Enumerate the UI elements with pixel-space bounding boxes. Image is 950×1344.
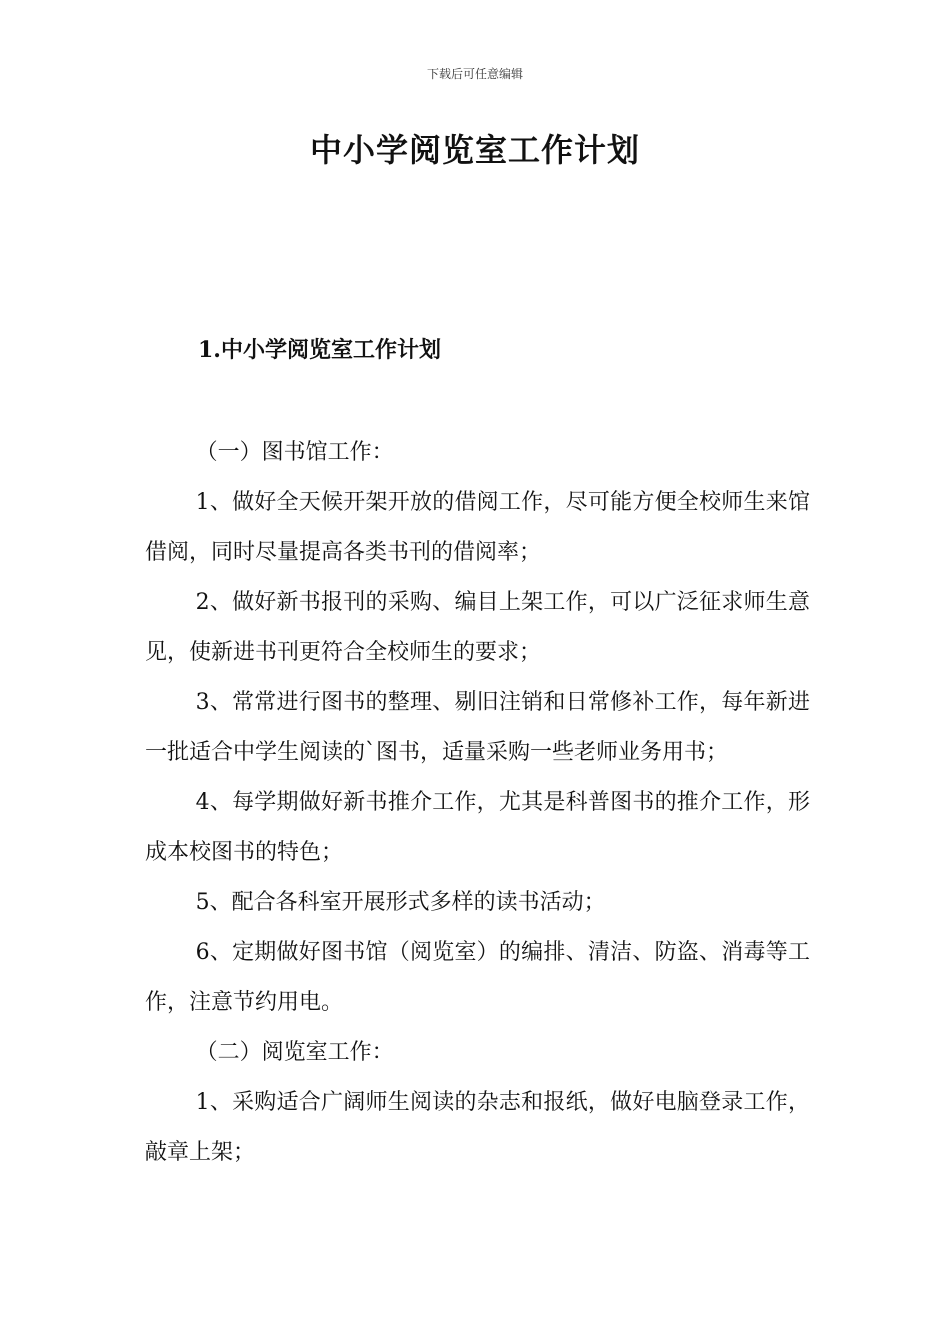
- document-title: 中小学阅览室工作计划: [309, 131, 640, 169]
- paragraph: 2、做好新书报刊的采购、编目上架工作，可以广泛征求师生意见，使新进书刊更符合全校师生的要求；: [145, 590, 810, 665]
- subsection-heading-reading-room: （二）阅览室工作：: [195, 1040, 394, 1065]
- paragraph: 4、每学期做好新书推介工作，尤其是科普图书的推介工作，形成本校图书的特色；: [145, 790, 810, 865]
- subsection-heading-library: （一）图书馆工作：: [195, 440, 394, 465]
- paragraph: 1、采购适合广阔师生阅读的杂志和报纸，做好电脑登录工作，敲章上架；: [145, 1090, 810, 1165]
- paragraph: 1、做好全天候开架开放的借阅工作，尽可能方便全校师生来馆借阅，同时尽量提高各类书刊的借阅率；: [145, 490, 810, 565]
- document-body: [145, 428, 810, 1178]
- section-heading: 1.中小学阅览室工作计划: [198, 337, 441, 363]
- header-note: 下载后可任意编辑: [426, 67, 523, 81]
- paragraph: 5、配合各科室开展形式多样的读书活动；: [195, 890, 606, 915]
- paragraph: 6、定期做好图书馆（阅览室）的编排、清洁、防盗、消毒等工作，注意节约用电。: [145, 940, 810, 1015]
- paragraph: 3、常常进行图书的整理、剔旧注销和日常修补工作，每年新进一批适合中学生阅读的`图书，适量采购一些老师业务用书；: [145, 690, 810, 765]
